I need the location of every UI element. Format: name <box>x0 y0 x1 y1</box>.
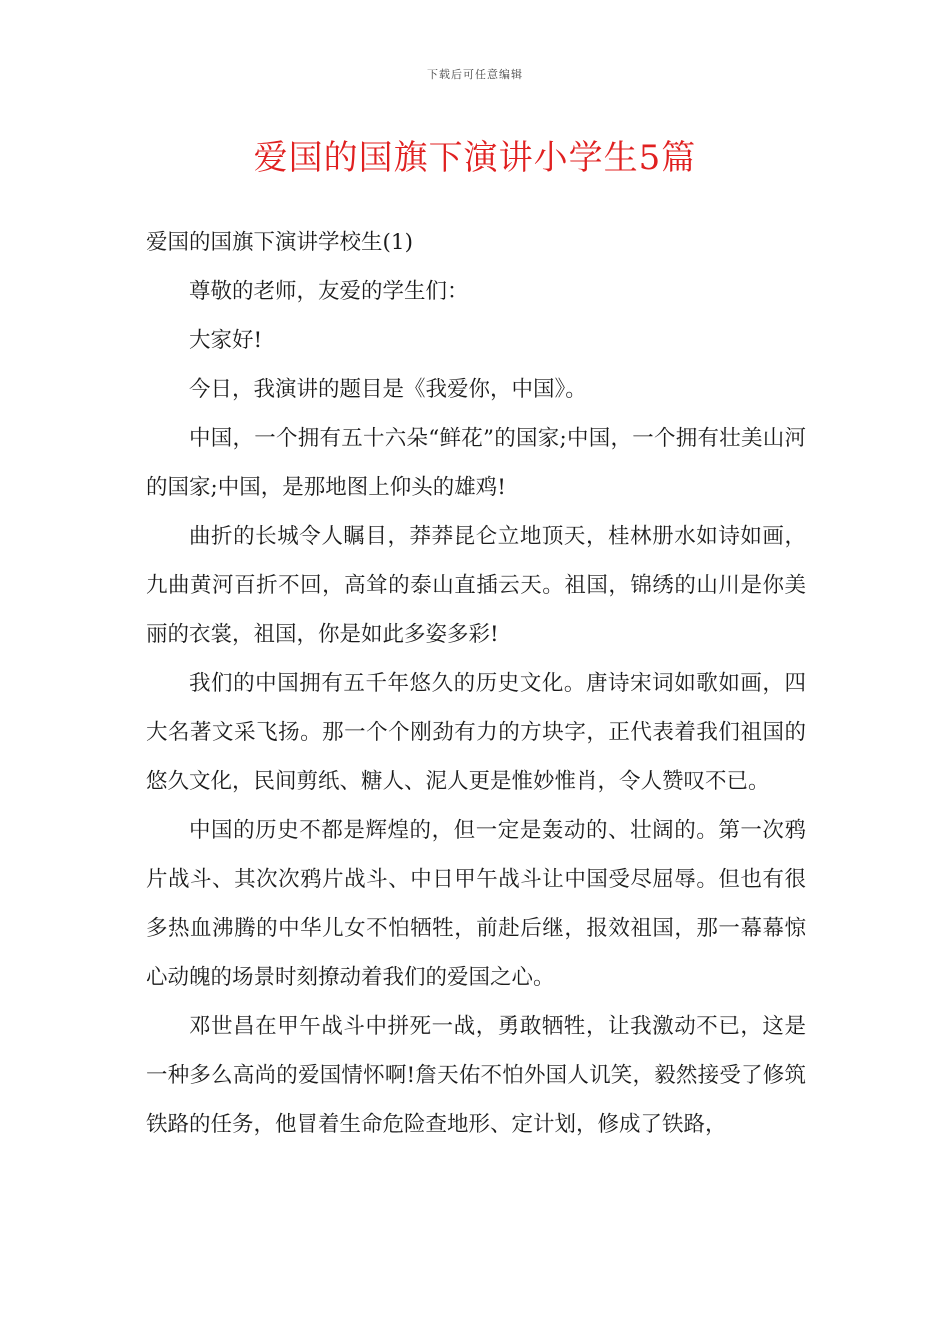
paragraph-greeting: 尊敬的老师，友爱的学生们： <box>189 279 469 304</box>
document-title: 爱国的国旗下演讲小学生5篇 <box>253 138 697 178</box>
header-note: 下载后可任意编辑 <box>427 68 523 81</box>
paragraph-history: 中国的历史不都是辉煌的，但一定是轰动的、壮阔的。第一次鸦片战斗、其次次鸦片战斗、中日甲午战斗让中国受尽屈辱。但也有很多热血沸腾的中华儿女不怕牺牲，前赴后继，报效祖国，那一幕幕惊心动魄的场景时刻撩动着我们的爱国之心。 <box>146 818 806 990</box>
paragraph-china-intro: 中国，一个拥有五十六朵“鲜花”的国家;中国，一个拥有壮美山河的国家;中国，是那地图上仰头的雄鸡! <box>146 426 806 500</box>
section-subtitle: 爱国的国旗下演讲学校生(1) <box>146 230 413 255</box>
document-body <box>146 218 806 1149</box>
paragraph-landscape: 曲折的长城令人瞩目，莽莽昆仑立地顶天，桂林册水如诗如画，九曲黄河百折不回，高耸的泰山直插云天。祖国，锦绣的山川是你美丽的衣裳，祖国，你是如此多姿多彩! <box>146 524 806 647</box>
paragraph-culture: 我们的中国拥有五千年悠久的历史文化。唐诗宋词如歌如画，四大名著文采飞扬。那一个个刚劲有力的方块字，正代表着我们祖国的悠久文化，民间剪纸、糖人、泥人更是惟妙惟肖，令人赞叹不已。 <box>146 671 806 794</box>
paragraph-topic: 今日，我演讲的题目是《我爱你，中国》。 <box>189 377 587 402</box>
paragraph-hello: 大家好! <box>189 328 263 353</box>
paragraph-heroes: 邓世昌在甲午战斗中拼死一战，勇敢牺牲，让我激动不已，这是一种多么高尚的爱国情怀啊!詹天佑不怕外国人讥笑，毅然接受了修筑铁路的任务，他冒着生命危险查地形、定计划，修成了铁路， <box>146 1014 806 1137</box>
